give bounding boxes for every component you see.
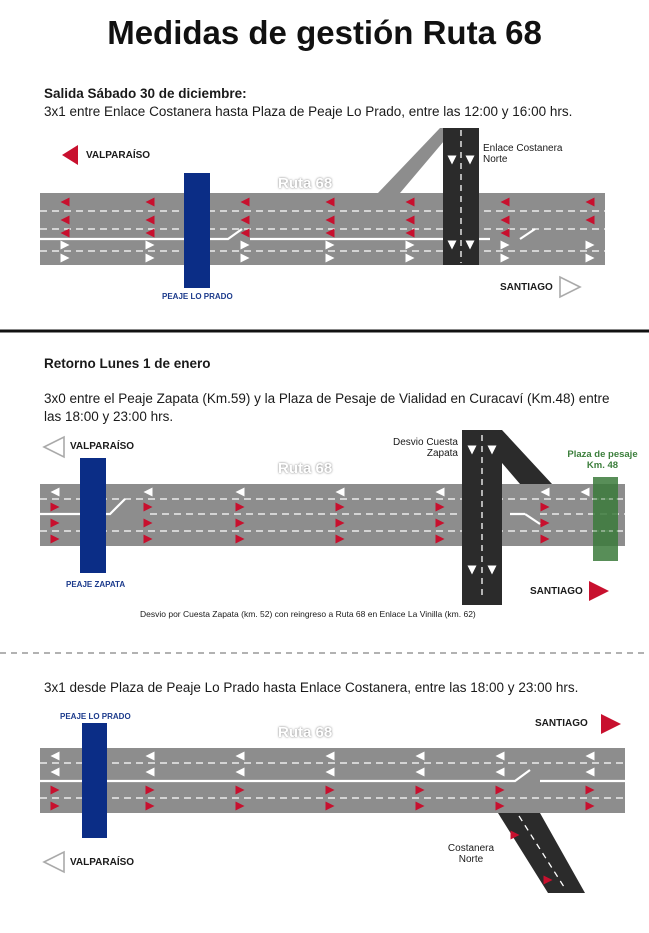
weigh-station xyxy=(593,477,618,561)
section1-ramp-label: Enlace Costanera Norte xyxy=(483,143,563,165)
section3-description: 3x1 desde Plaza de Peaje Lo Prado hasta Enlace Costanera, entre las 18:00 y 23:00 hrs. xyxy=(44,680,579,695)
section2-footnote: Desvio por Cuesta Zapata (km. 52) con reingreso a Ruta 68 en Enlace La Vinilla (km. 62) xyxy=(140,609,476,619)
toll-booth-lo-prado xyxy=(184,173,210,288)
section2-description: 3x0 entre el Peaje Zapata (Km.59) y la Plaza de Pesaje de Vialidad en Curacaví (Km.48) entre las 18:00 y 23:00 hrs. xyxy=(44,391,610,424)
red-arrow-right-icon xyxy=(589,581,609,601)
section1-toll-label: PEAJE LO PRADO xyxy=(162,292,233,301)
section2-heading: Retorno Lunes 1 de enero xyxy=(44,356,211,371)
section1-west-label: VALPARAÍSO xyxy=(86,150,151,161)
main-road xyxy=(40,484,625,546)
toll-booth-zapata xyxy=(80,458,106,573)
outline-arrow-left-icon xyxy=(44,437,64,457)
section2-west-label: VALPARAÍSO xyxy=(70,441,135,452)
section2-weigh-label: Plaza de pesaje Km. 48 xyxy=(567,449,638,471)
section2-toll-label: PEAJE ZAPATA xyxy=(66,580,126,589)
section3-west-label: VALPARAÍSO xyxy=(70,857,135,868)
section1-description: 3x1 entre Enlace Costanera hasta Plaza de Peaje Lo Prado, entre las 12:00 y 16:00 hrs. xyxy=(44,104,573,119)
diagram-2 xyxy=(40,430,625,605)
section1-route-label: Ruta 68 xyxy=(278,175,333,192)
red-arrow-left-icon xyxy=(62,145,78,165)
outline-arrow-left-icon xyxy=(44,852,64,872)
page-title: Medidas de gestión Ruta 68 xyxy=(107,14,542,51)
section2-route-label: Ruta 68 xyxy=(278,460,333,477)
section2-east-label: SANTIAGO xyxy=(530,586,583,597)
section2-ramp-label: Desvio Cuesta Zapata xyxy=(392,437,458,459)
section3-east-label: SANTIAGO xyxy=(535,718,588,729)
costanera-road xyxy=(498,813,585,893)
red-arrow-right-icon xyxy=(601,714,621,734)
outline-arrow-right-icon xyxy=(560,277,580,297)
toll-booth-lo-prado xyxy=(82,723,107,838)
section3-toll-label: PEAJE LO PRADO xyxy=(60,712,131,721)
section3-ramp-label: Costanera Norte xyxy=(447,843,495,865)
section1-east-label: SANTIAGO xyxy=(500,282,553,293)
section3-route-label: Ruta 68 xyxy=(278,724,333,741)
section1-heading: Salida Sábado 30 de diciembre: xyxy=(44,86,247,101)
